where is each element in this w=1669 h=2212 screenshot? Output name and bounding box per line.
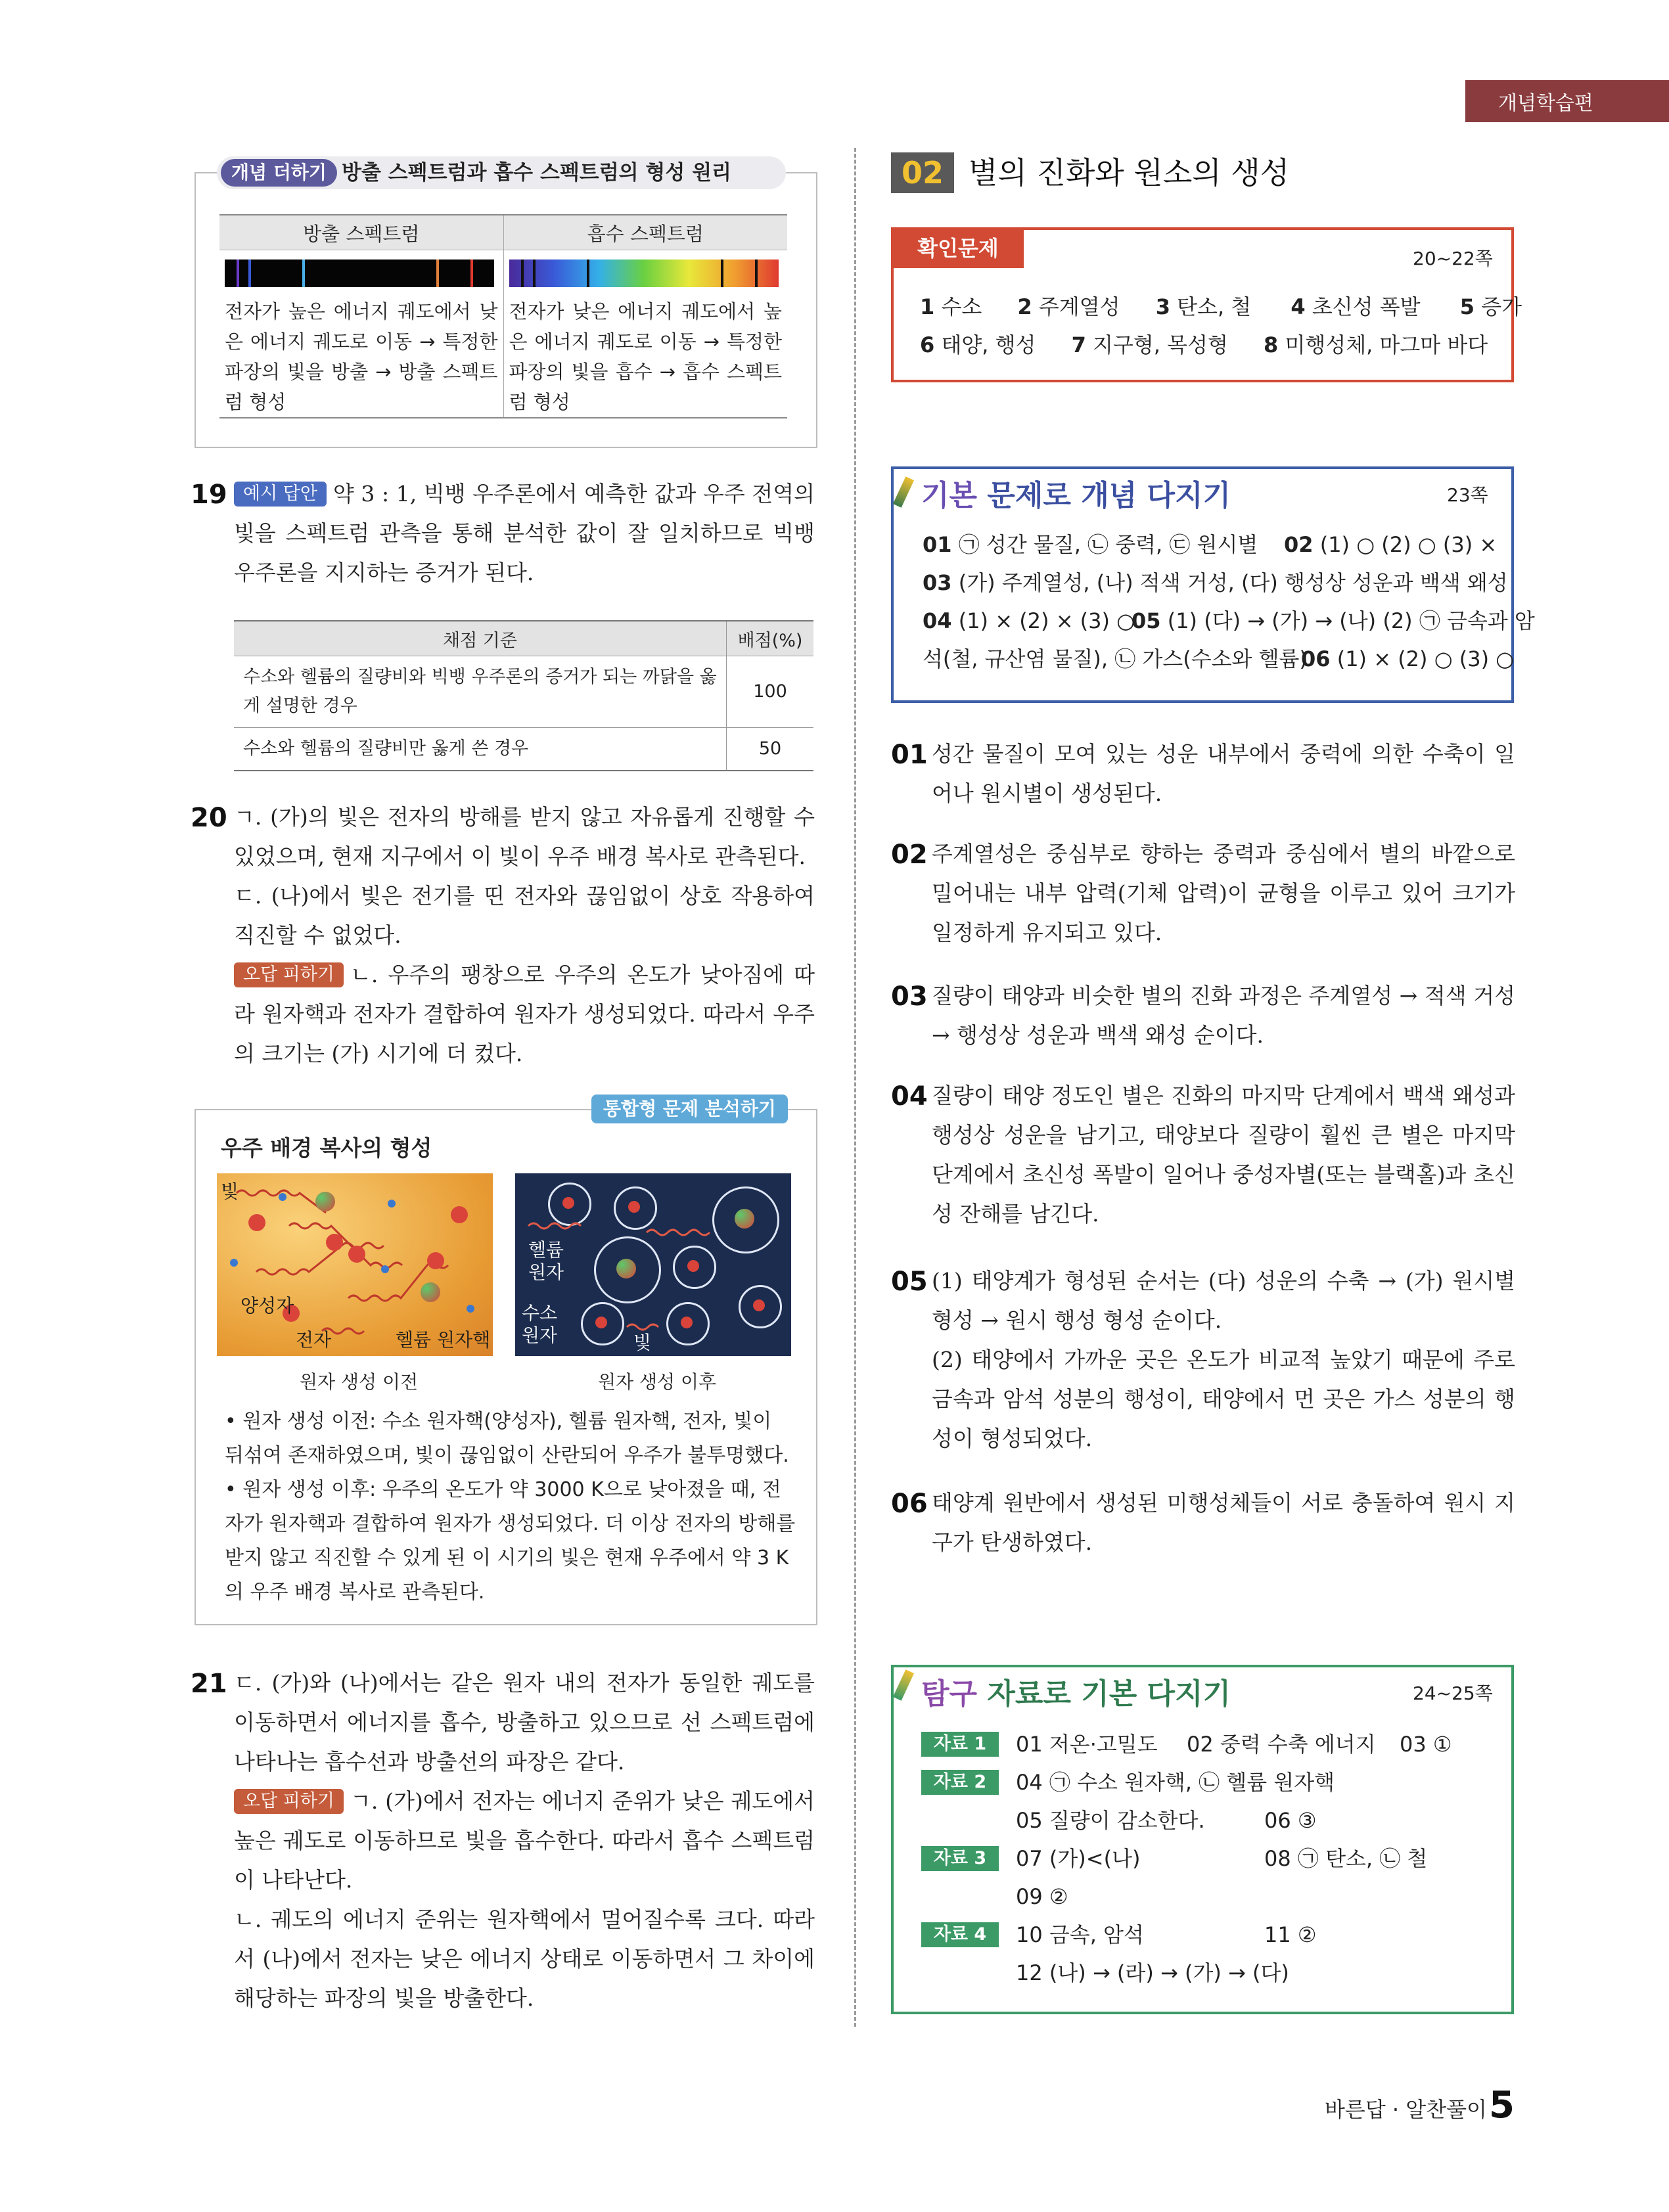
electron-dot: [467, 1305, 474, 1313]
explore-answer: 01 저온·고밀도: [1016, 1732, 1158, 1757]
explore-answer: 02 중력 수축 에너지: [1187, 1732, 1376, 1757]
page-reference: 20~22쪽: [1413, 248, 1493, 269]
emission-spectrum-image: [225, 260, 494, 287]
light-label: 빛: [221, 1181, 239, 1202]
explore-answer: 03 ①: [1400, 1732, 1452, 1757]
answer-20: [234, 798, 815, 1073]
basic-answer-line: 02 (1) ○ (2) ○ (3) ×: [1284, 532, 1498, 557]
emission-header: 방출 스펙트럼: [219, 215, 503, 250]
proton-label: 양성자: [240, 1295, 294, 1317]
page-reference: 23쪽: [1447, 484, 1488, 506]
explore-answer: 09 ②: [1016, 1884, 1068, 1909]
electron-dot: [381, 1265, 389, 1273]
basic-answer-line: 04 (1) × (2) × (3) ○: [923, 608, 1135, 633]
basic-answer-line: 석(철, 규산염 물질), ㉡ 가스(수소와 헬륨): [923, 646, 1308, 671]
answer-20-p2: ㄷ. (나)에서 빛은 전기를 띤 전자와 끊임없이 상호 작용하여 직진할 수 없었다.: [234, 883, 815, 948]
question-number: 03: [891, 982, 928, 1012]
section-title: 별의 진화와 원소의 생성: [969, 155, 1290, 191]
check-answer-line: 1 수소 2 주계열성 3 탄소, 철 4 초신성 폭발 5 증가: [920, 294, 1522, 319]
data-tag: 자료 3: [921, 1846, 999, 1871]
after-atom-formation-figure: [515, 1173, 791, 1356]
avoid-wrong-tag: 오답 피하기: [234, 962, 344, 987]
helium-nucleus-dot: [421, 1282, 440, 1302]
explore-answer: 06 ③: [1264, 1808, 1317, 1833]
proton-dot: [348, 1246, 365, 1263]
emission-description: 전자가 높은 에너지 궤도에서 낮은 에너지 궤도로 이동 → 특정한 파장의 빛을 방출 → 방출 스펙트럼 형성: [219, 292, 503, 418]
explore-answer: 07 (가)<(나): [1016, 1846, 1141, 1871]
explore-answer: 10 금속, 암석: [1016, 1922, 1144, 1947]
score-cell: 50: [727, 728, 814, 771]
integrated-analysis-label: 통합형 문제 분석하기: [591, 1095, 788, 1123]
score-header: 배점(%): [727, 621, 814, 656]
question-number: 04: [891, 1081, 928, 1112]
proton-dot: [451, 1206, 468, 1223]
check-problems-label: 확인문제: [892, 229, 1024, 268]
concept-plus-title: 방출 스펙트럼과 흡수 스펙트럼의 형성 원리: [342, 161, 731, 185]
answer-19: [234, 474, 815, 593]
electron-label: 전자: [296, 1329, 332, 1351]
explore-box-title: 탐구 자료로 기본 다지기: [921, 1677, 1231, 1711]
explore-answer: 05 질량이 감소한다.: [1016, 1808, 1205, 1833]
concept-plus-label: 개념 더하기: [221, 159, 337, 187]
explore-answer: 08 ㉠ 탄소, ㉡ 철: [1264, 1846, 1428, 1871]
section-number: 02: [891, 152, 954, 193]
spectrum-table: [219, 214, 787, 418]
before-atom-formation-figure: [217, 1173, 493, 1356]
section-tab: 개념학습편: [1465, 80, 1669, 122]
example-answer-tag: 예시 답안: [234, 482, 327, 507]
proton-dot: [427, 1252, 444, 1269]
answer-21-p3: ㄴ. 궤도의 에너지 준위는 원자핵에서 멀어질수록 크다. 따라서 (나)에서 전자는 낮은 에너지 상태로 이동하면서 그 차이에 해당하는 파장의 빛을 방출한다.: [234, 1907, 815, 2011]
answer-21: [234, 1663, 815, 2018]
explore-answer: 11 ②: [1264, 1922, 1317, 1947]
electron-dot: [230, 1259, 238, 1267]
hydrogen-atom-label: 수소 원자: [522, 1302, 558, 1346]
question-number: 06: [891, 1489, 928, 1519]
question-number: 05: [891, 1267, 928, 1297]
data-tag: 자료 1: [921, 1732, 999, 1757]
absorption-spectrum-image: [509, 260, 779, 287]
proton-dot: [326, 1234, 343, 1251]
page-reference: 24~25쪽: [1413, 1682, 1493, 1704]
answer-text: 성간 물질이 모여 있는 성운 내부에서 중력에 의한 수축이 일어나 원시별이 생성된다.: [932, 741, 1515, 806]
answer-text: 질량이 태양 정도인 별은 진화의 마지막 단계에서 백색 왜성과 행성상 성운을 남기고, 태양보다 질량이 훨씬 큰 별은 마지막 단계에서 초신성 폭발이 일어나 중성자별(또는 블랙홀)과 초신성 잔해를 남긴다.: [932, 1083, 1515, 1227]
helium-atom-label: 헬륨 원자: [528, 1239, 564, 1283]
helium-nucleus-label: 헬륨 원자핵: [396, 1329, 491, 1351]
answer-19-text: 약 3 : 1, 빅뱅 우주론에서 예측한 값과 우주 전역의 빛을 스펙트럼 관측을 통해 분석한 값이 잘 일치하므로 빅뱅 우주론을 지지하는 증거가 된다.: [234, 481, 815, 585]
grading-table: [234, 620, 813, 771]
footer-book-title: 바른답 · 알찬풀이: [1325, 2097, 1487, 2122]
basic-answer-line: 01 ㉠ 성간 물질, ㉡ 중력, ㉢ 원시별: [923, 532, 1258, 557]
before-caption: 원자 생성 이전: [300, 1371, 419, 1393]
basic-answer-line: 06 (1) × (2) ○ (3) ○: [1301, 646, 1515, 671]
criterion-cell: 수소와 헬륨의 질량비와 빅뱅 우주론의 증거가 되는 까닭을 옳게 설명한 경우: [234, 656, 727, 728]
answer-text: 주계열성은 중심부로 향하는 중력과 중심에서 별의 바깥으로 밀어내는 내부 압력(기체 압력)이 균형을 이루고 있어 크기가 일정하게 유지되고 있다.: [932, 841, 1515, 945]
basic-answer-line: 03 (가) 주계열성, (나) 적색 거성, (다) 행성상 성운과 백색 왜성: [923, 570, 1508, 595]
data-tag: 자료 2: [921, 1770, 999, 1795]
table-row: [234, 728, 813, 771]
question-number: 01: [891, 740, 928, 770]
answer-text: 질량이 태양과 비슷한 별의 진화 과정은 주계열성 → 적색 거성 → 행성상 성운과 백색 왜성 순이다.: [932, 983, 1515, 1048]
explore-answer: 12 (나) → (라) → (가) → (다): [1016, 1960, 1289, 1985]
answer-21-p2: ㄱ. (가)에서 전자는 에너지 준위가 낮은 궤도에서 높은 궤도로 이동하므로 빛을 흡수한다. 따라서 흡수 스펙트럼이 나타난다.: [234, 1788, 815, 1893]
explore-answer: 04 ㉠ 수소 원자핵, ㉡ 헬륨 원자핵: [1016, 1770, 1335, 1795]
score-cell: 100: [727, 656, 814, 728]
bullet-before: • 원자 생성 이전: 수소 원자핵(양성자), 헬륨 원자핵, 전자, 빛이 뒤섞여 존재하였으며, 빛이 끊임없이 산란되어 우주가 불투명했다.: [225, 1410, 789, 1467]
helium-nucleus-dot: [315, 1192, 335, 1211]
answer-20-p1: ㄱ. (가)의 빛은 전자의 방해를 받지 않고 자유롭게 진행할 수 있었으며, 현재 지구에서 이 빛이 우주 배경 복사로 관측된다.: [234, 804, 815, 869]
basic-answer-line: 05 (1) (다) → (가) → (나) (2) ㉠ 금속과 암: [1132, 608, 1535, 633]
page-number: 5: [1489, 2084, 1515, 2127]
electron-dot: [388, 1200, 396, 1208]
avoid-wrong-tag: 오답 피하기: [234, 1789, 344, 1814]
column-divider: [854, 148, 856, 2027]
criterion-header: 채점 기준: [234, 621, 727, 656]
bullet-after: • 원자 생성 이후: 우주의 온도가 약 3000 K으로 낮아졌을 때, 전자가 원자핵과 결합하여 원자가 생성되었다. 더 이상 전자의 방해를 받지 않고 직진할 수 있게 된 이 시기의 빛은 현재 우주에서 약 3 K의 우주 배경 복사로 관측된다.: [225, 1478, 796, 1604]
answer-text: (1) 태양계가 형성된 순서는 (다) 성운의 수축 → (가) 원시별 형성 → 원시 행성 형성 순이다. (2) 태양에서 가까운 곳은 온도가 비교적 높았기 때문에 주로 금속과 암석 성분의 행성이, 태양에서 먼 곳은 가스 성분의 행성이 형성되었다.: [932, 1268, 1515, 1451]
answer-text: 태양계 원반에서 생성된 미행성체들이 서로 충돌하여 원시 지구가 탄생하였다.: [932, 1490, 1515, 1555]
basic-box-title: 기본 문제로 개념 다지기: [921, 479, 1231, 512]
criterion-cell: 수소와 헬륨의 질량비만 옳게 쓴 경우: [234, 728, 727, 771]
question-number: 20: [191, 803, 227, 833]
light-label: 빛: [633, 1332, 652, 1353]
integrated-subtitle: 우주 배경 복사의 형성: [221, 1135, 432, 1161]
table-row: [234, 656, 813, 728]
electron-dot: [279, 1193, 286, 1201]
question-number: 02: [891, 840, 928, 870]
after-caption: 원자 생성 이후: [598, 1371, 717, 1393]
answer-20-p3: ㄴ. 우주의 팽창으로 우주의 온도가 낮아짐에 따라 원자핵과 전자가 결합하여 원자가 생성되었다. 따라서 우주의 크기는 (가) 시기에 더 컸다.: [234, 962, 815, 1066]
absorption-header: 흡수 스펙트럼: [503, 215, 787, 250]
absorption-description: 전자가 낮은 에너지 궤도에서 높은 에너지 궤도로 이동 → 특정한 파장의 빛을 흡수 → 흡수 스펙트럼 형성: [503, 292, 787, 418]
answer-21-p1: ㄷ. (가)와 (나)에서는 같은 원자 내의 전자가 동일한 궤도를 이동하면서 에너지를 흡수, 방출하고 있으므로 선 스펙트럼에 나타나는 흡수선과 방출선의 파장은 같다.: [234, 1670, 815, 1774]
check-answer-line: 6 태양, 행성 7 지구형, 목성형 8 미행성체, 마그마 바다: [920, 332, 1488, 357]
proton-dot: [248, 1214, 265, 1231]
question-number: 21: [191, 1669, 227, 1699]
question-number: 19: [191, 480, 227, 510]
data-tag: 자료 4: [921, 1922, 999, 1947]
